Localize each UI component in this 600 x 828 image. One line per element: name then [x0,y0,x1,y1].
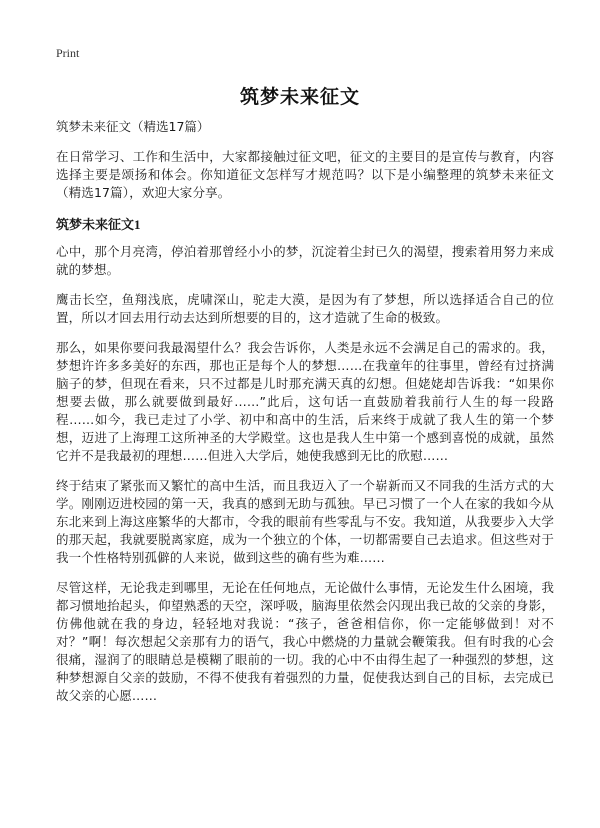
document-subtitle: 筑梦未来征文（精选17篇） [56,119,210,134]
document-content [56,118,554,717]
section-heading: 筑梦未来征文1 [56,217,141,232]
print-label: Print [56,46,80,60]
intro-paragraph: 在日常学习、工作和生活中，大家都接触过征文吧，征文的主要目的是宣传与教育，内容选择主要是颂扬和体会。你知道征文怎样写才规范吗？以下是小编整理的筑梦未来征文（精选17篇），欢迎大家分享。 [56,149,554,200]
body-paragraph-2: 鹰击长空，鱼翔浅底，虎啸深山，驼走大漠，是因为有了梦想，所以选择适合自己的位置，所以才回去用行动去达到所想要的目的，这才造就了生命的极致。 [56,292,554,325]
body-paragraph-4: 终于结束了紧张而又繁忙的高中生活，而且我迈入了一个崭新而又不同我的生活方式的大学。刚刚迈进校园的第一天，我真的感到无助与孤独。早已习惯了一个人在家的我如今从东北来到上海这座繁华的大都市，令我的眼前有些零乱与不安。我知道，从我要步入大学的那天起，我就要脱离家庭，成为一个独立的个体，一切都需要自己去追求。但这些对于我一个性格特别孤僻的人来说，做到这些的确有些为难…… [56,478,554,565]
body-paragraph-3: 那么，如果你要问我最渴望什么？我会告诉你，人类是永远不会满足自己的需求的。我，梦想许许多多美好的东西，那也正是每个人的梦想……在我童年的往事里，曾经有过挤满脑子的梦，但现在看来，只不过都是儿时那充满天真的幻想。但姥姥却告诉我：“如果你想要去做，那么就要做到最好……”此后，这句话一直鼓励着我前行人生的每一段路程……如今，我已走过了小学、初中和高中的生活，后来终于成就了我人生的第一个梦想，迈进了上海理工这所神圣的大学殿堂。这也是我人生中第一个感到喜悦的成就，虽然它并不是我最初的理想……但进入大学后，她使我感到无比的欣慰…… [56,340,554,463]
body-paragraph-5: 尽管这样，无论我走到哪里，无论在任何地点，无论做什么事情，无论发生什么困境，我都习惯地抬起头，仰望熟悉的天空，深呼吸，脑海里依然会闪现出我已故的父亲的身影，仿佛他就在我的身边，轻轻地对我说：“孩子，爸爸相信你，你一定能够做到！对不对？”啊！每次想起父亲那有力的语气，我心中燃烧的力量就会鞭策我。但有时我的心会很痛，湿润了的眼睛总是模糊了眼前的一切。我的心中不由得生起了一种强烈的梦想，这种梦想源自父亲的鼓励，不得不使我有着强烈的力量，促使我达到自己的目标，去完成已故父亲的心愿…… [56,580,554,703]
body-paragraph-1: 心中，那个月亮湾，停泊着那曾经小小的梦，沉淀着尘封已久的渴望，搜索着用努力来成就的梦想。 [56,244,554,277]
document-title: 筑梦未来征文 [239,86,360,108]
